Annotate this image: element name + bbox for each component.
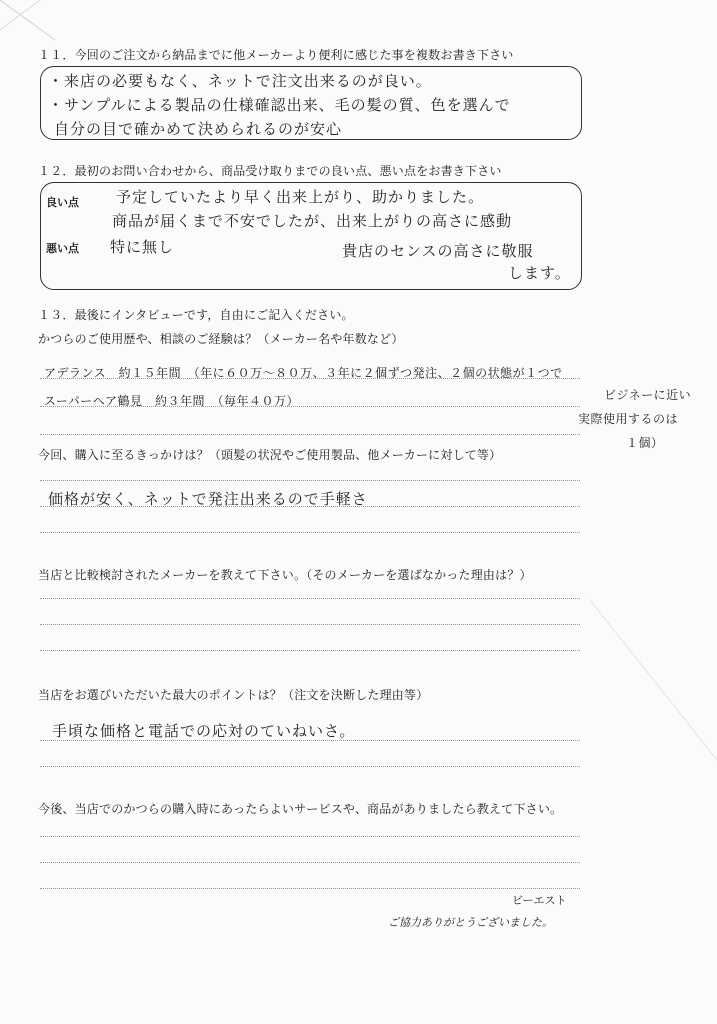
q12-good-answer-1: 予定していたより早く出来上がり、助かりました。 bbox=[116, 188, 485, 206]
compare-line-2 bbox=[40, 624, 580, 625]
q13-history-answer-1: アデランス 約１５年間 （年に６０万～８０万、３年に２個ずつ発注、２個の状態が１つで bbox=[44, 366, 563, 380]
reason-line-3 bbox=[40, 532, 580, 533]
q13-future-question: 今後、当店でのかつらの購入時にあったらよいサービスや、商品がありましたら教えて下さい。 bbox=[38, 802, 563, 816]
q12-good-answer-2: 商品が届くまで不安でしたが、出来上がりの高さに感動 bbox=[112, 212, 513, 230]
q13-history-answer-3: ビジネーに近い bbox=[604, 388, 692, 402]
thanks-message: ご協力ありがとうございました。 bbox=[388, 916, 553, 929]
history-line-3 bbox=[40, 434, 580, 435]
q12-bad-answer-3: します。 bbox=[508, 264, 571, 282]
q13-history-answer-5: １個） bbox=[626, 436, 664, 450]
q12-bad-label: 悪い点 bbox=[46, 242, 79, 255]
q11-answer-line-3: 自分の目で確かめて決められるのが安心 bbox=[54, 120, 343, 138]
q12-good-label: 良い点 bbox=[46, 196, 79, 209]
q12-title: １２．最初のお問い合わせから、商品受け取りまでの良い点、悪い点をお書き下さい bbox=[38, 164, 502, 178]
q12-bad-answer-2: 貴店のセンスの高さに敬服 bbox=[342, 242, 534, 260]
q13-history-answer-2: スーパーヘア鶴見 約３年間 （毎年４０万） bbox=[44, 394, 299, 408]
company-name: ビーエスト bbox=[512, 894, 567, 907]
point-line-2 bbox=[40, 766, 580, 767]
compare-line-1 bbox=[40, 598, 580, 599]
future-line-2 bbox=[40, 862, 580, 863]
q13-compare-question: 当店と比較検討されたメーカーを教えて下さい。（そのメーカーを選ばなかった理由は？） bbox=[38, 568, 532, 582]
q13-reason-answer: 価格が安く、ネットで発注出来るので手軽さ bbox=[48, 490, 368, 508]
q12-bad-answer: 特に無し bbox=[110, 238, 175, 256]
reason-line-1 bbox=[40, 480, 580, 481]
q11-answer-line-2: ・サンプルによる製品の仕様確認出来、毛の髪の質、色を選んで bbox=[48, 96, 511, 114]
q11-answer-line-1: ・来店の必要もなく、ネットで注文出来るのが良い。 bbox=[48, 72, 432, 90]
compare-line-3 bbox=[40, 650, 580, 651]
q13-title: １３．最後にインタビューです，自由にご記入ください。 bbox=[38, 308, 354, 322]
future-line-3 bbox=[40, 888, 580, 889]
future-line-1 bbox=[40, 836, 580, 837]
q13-reason-question: 今回、購入に至るきっかけは？（頭髪の状況やご使用製品、他メーカーに対して等） bbox=[38, 448, 502, 462]
q13-point-question: 当店をお選びいただいた最大のポイントは？（注文を決断した理由等） bbox=[38, 688, 429, 702]
q13-point-answer: 手頃な価格と電話での応対のていねいさ。 bbox=[52, 722, 356, 740]
q13-history-question: かつらのご使用歴や、相談のご経験は？（メーカー名や年数など） bbox=[38, 332, 404, 346]
q11-title: １１．今回のご注文から納品までに他メーカーより便利に感じた事を複数お書き下さい bbox=[38, 48, 514, 62]
q13-history-answer-4: 実際使用するのは bbox=[578, 412, 679, 426]
